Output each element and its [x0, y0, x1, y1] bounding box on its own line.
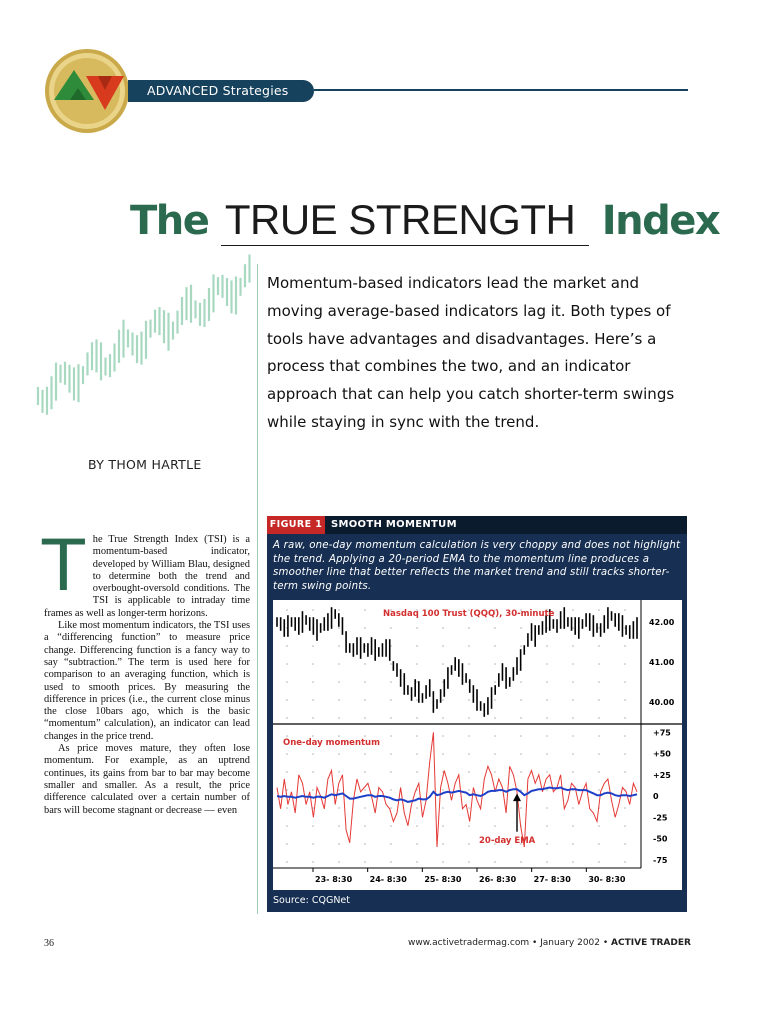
grid-dot: [364, 627, 366, 629]
x-axis-label: 25- 8:30: [424, 875, 462, 884]
grid-dot: [442, 717, 444, 719]
grid-dot: [416, 717, 418, 719]
grid-dot: [312, 861, 314, 863]
grid-dot: [312, 735, 314, 737]
grid-dot: [364, 753, 366, 755]
grid-dot: [624, 609, 626, 611]
grid-dot: [546, 645, 548, 647]
grid-dot: [442, 645, 444, 647]
grid-dot: [416, 843, 418, 845]
magazine-logo: [44, 48, 130, 134]
grid-dot: [468, 645, 470, 647]
grid-dot: [364, 861, 366, 863]
grid-dot: [572, 807, 574, 809]
momentum-axis-label: +75: [653, 728, 671, 738]
grid-dot: [598, 717, 600, 719]
grid-dot: [416, 861, 418, 863]
price-chart-title: Nasdaq 100 Trust (QQQ), 30-minute: [383, 609, 555, 619]
grid-dot: [520, 627, 522, 629]
grid-dot: [624, 843, 626, 845]
grid-dot: [338, 645, 340, 647]
grid-dot: [390, 663, 392, 665]
grid-dot: [468, 789, 470, 791]
momentum-axis-label: +50: [653, 749, 671, 759]
grid-dot: [494, 699, 496, 701]
grid-dot: [442, 825, 444, 827]
byline: BY THOM HARTLE: [88, 457, 202, 472]
figure-source: Source: CQGNet: [273, 895, 350, 906]
grid-dot: [312, 645, 314, 647]
figure-chart: [273, 600, 682, 890]
grid-dot: [286, 753, 288, 755]
grid-dot: [442, 843, 444, 845]
grid-dot: [624, 681, 626, 683]
grid-dot: [338, 771, 340, 773]
grid-dot: [624, 771, 626, 773]
grid-dot: [598, 843, 600, 845]
grid-dot: [624, 645, 626, 647]
grid-dot: [286, 861, 288, 863]
grid-dot: [312, 699, 314, 701]
grid-dot: [468, 699, 470, 701]
grid-dot: [546, 789, 548, 791]
grid-dot: [364, 609, 366, 611]
grid-dot: [416, 753, 418, 755]
grid-dot: [312, 843, 314, 845]
article-title: [130, 196, 720, 252]
grid-dot: [312, 789, 314, 791]
grid-dot: [390, 861, 392, 863]
grid-dot: [390, 789, 392, 791]
grid-dot: [416, 771, 418, 773]
grid-dot: [442, 789, 444, 791]
grid-dot: [364, 735, 366, 737]
grid-dot: [546, 663, 548, 665]
grid-dot: [624, 753, 626, 755]
grid-dot: [364, 789, 366, 791]
figure-title: SMOOTH MOMENTUM: [331, 519, 457, 530]
grid-dot: [494, 627, 496, 629]
grid-dot: [338, 753, 340, 755]
grid-dot: [442, 807, 444, 809]
price-axis-label: 41.00: [649, 658, 675, 667]
grid-dot: [520, 807, 522, 809]
article-deck: Momentum-based indicators lead the market and moving average-based indicators lag it. Both types of tools have advantages and disadvantages. Here’s a process that combines the two, and an indicator approach that can help you catch shorter-term swings while staying in sync with the trend.: [267, 274, 675, 431]
grid-dot: [572, 645, 574, 647]
grid-dot: [286, 807, 288, 809]
grid-dot: [468, 663, 470, 665]
grid-dot: [416, 825, 418, 827]
decorative-price-chart: [32, 246, 258, 432]
grid-dot: [624, 663, 626, 665]
grid-dot: [312, 771, 314, 773]
grid-dot: [624, 699, 626, 701]
grid-dot: [546, 861, 548, 863]
grid-dot: [520, 735, 522, 737]
grid-dot: [442, 861, 444, 863]
grid-dot: [520, 717, 522, 719]
grid-dot: [286, 735, 288, 737]
grid-dot: [338, 627, 340, 629]
grid-dot: [416, 663, 418, 665]
grid-dot: [442, 627, 444, 629]
figure-1: [267, 516, 687, 912]
grid-dot: [338, 699, 340, 701]
grid-dot: [494, 735, 496, 737]
grid-dot: [312, 753, 314, 755]
column-divider: [257, 264, 258, 914]
grid-dot: [572, 861, 574, 863]
grid-dot: [338, 663, 340, 665]
grid-dot: [468, 843, 470, 845]
title-part-3: Index: [601, 198, 720, 244]
grid-dot: [572, 771, 574, 773]
grid-dot: [390, 717, 392, 719]
title-part-1: The: [130, 198, 209, 244]
grid-dot: [494, 645, 496, 647]
grid-dot: [494, 753, 496, 755]
grid-dot: [598, 699, 600, 701]
grid-dot: [416, 735, 418, 737]
grid-dot: [416, 699, 418, 701]
grid-dot: [364, 807, 366, 809]
grid-dot: [416, 645, 418, 647]
grid-dot: [442, 735, 444, 737]
x-axis-label: 27- 8:30: [533, 875, 571, 884]
grid-dot: [338, 717, 340, 719]
grid-dot: [468, 771, 470, 773]
grid-dot: [598, 753, 600, 755]
title-part-2: TRUE STRENGTH: [221, 196, 590, 246]
grid-dot: [494, 825, 496, 827]
grid-dot: [494, 807, 496, 809]
grid-dot: [572, 699, 574, 701]
momentum-axis-label: 0: [653, 792, 659, 801]
grid-dot: [598, 735, 600, 737]
grid-dot: [286, 645, 288, 647]
grid-dot: [390, 699, 392, 701]
grid-dot: [598, 627, 600, 629]
grid-dot: [286, 609, 288, 611]
grid-dot: [364, 663, 366, 665]
grid-dot: [572, 735, 574, 737]
grid-dot: [364, 681, 366, 683]
grid-dot: [468, 861, 470, 863]
paragraph-1: he True Strength Index (TSI) is a momentum-based indicator, developed by William Blau, designed to determine both the trend and overbought-oversold conditions. The TSI is applicable to intraday time frames as well as longer-term horizons.: [44, 534, 250, 619]
price-axis-label: 40.00: [649, 698, 675, 707]
x-axis-label: 26- 8:30: [479, 875, 517, 884]
grid-dot: [494, 663, 496, 665]
grid-dot: [598, 771, 600, 773]
grid-dot: [598, 825, 600, 827]
grid-dot: [624, 825, 626, 827]
ema-annotation-label: 20-day EMA: [479, 835, 536, 846]
grid-dot: [442, 699, 444, 701]
grid-dot: [624, 807, 626, 809]
grid-dot: [364, 717, 366, 719]
grid-dot: [312, 681, 314, 683]
grid-dot: [572, 825, 574, 827]
grid-dot: [312, 663, 314, 665]
grid-dot: [520, 771, 522, 773]
grid-dot: [624, 735, 626, 737]
grid-dot: [416, 807, 418, 809]
grid-dot: [598, 663, 600, 665]
grid-dot: [520, 645, 522, 647]
grid-dot: [286, 699, 288, 701]
paragraph-2: Like most momentum indicators, the TSI uses a “differencing function” to measure price change. Differencing function is a fancy way to say “subtraction.” The term is used here for comparison to an averaging function, which is used to smooth prices. By measuring the difference in prices (i.e., the current close minus the close 10bars ago, which is the basic “momentum” calculation), an indicator can lead changes in the price trend.: [44, 620, 250, 742]
grid-dot: [572, 753, 574, 755]
page-number: 36: [44, 938, 54, 949]
figure-header: [267, 516, 687, 534]
grid-dot: [598, 681, 600, 683]
grid-dot: [416, 681, 418, 683]
grid-dot: [624, 861, 626, 863]
grid-dot: [598, 609, 600, 611]
article-body: [42, 525, 250, 817]
grid-dot: [546, 681, 548, 683]
grid-dot: [468, 753, 470, 755]
grid-dot: [338, 861, 340, 863]
grid-dot: [494, 861, 496, 863]
grid-dot: [338, 681, 340, 683]
grid-dot: [286, 663, 288, 665]
grid-dot: [442, 663, 444, 665]
grid-dot: [286, 717, 288, 719]
grid-dot: [624, 717, 626, 719]
grid-dot: [546, 843, 548, 845]
grid-dot: [520, 681, 522, 683]
grid-dot: [546, 699, 548, 701]
momentum-axis-label: -50: [653, 834, 668, 844]
grid-dot: [364, 771, 366, 773]
grid-dot: [364, 825, 366, 827]
grid-dot: [598, 789, 600, 791]
grid-dot: [546, 807, 548, 809]
drop-cap: T: [42, 525, 85, 607]
grid-dot: [520, 753, 522, 755]
grid-dot: [390, 753, 392, 755]
grid-dot: [390, 771, 392, 773]
grid-dot: [286, 789, 288, 791]
grid-dot: [546, 771, 548, 773]
grid-dot: [494, 717, 496, 719]
price-axis-label: 42.00: [649, 618, 675, 627]
grid-dot: [494, 771, 496, 773]
grid-dot: [598, 861, 600, 863]
grid-dot: [572, 609, 574, 611]
grid-dot: [312, 717, 314, 719]
footer-url-date: www.activetradermag.com • January 2002 •: [408, 938, 612, 948]
grid-dot: [286, 681, 288, 683]
grid-dot: [442, 753, 444, 755]
grid-dot: [312, 609, 314, 611]
momentum-axis-label: -75: [653, 855, 668, 865]
grid-dot: [416, 627, 418, 629]
grid-dot: [390, 627, 392, 629]
grid-dot: [390, 807, 392, 809]
grid-dot: [390, 843, 392, 845]
grid-dot: [494, 681, 496, 683]
grid-dot: [546, 825, 548, 827]
x-axis-label: 30- 8:30: [588, 875, 626, 884]
grid-dot: [572, 681, 574, 683]
grid-dot: [572, 717, 574, 719]
grid-dot: [338, 735, 340, 737]
section-label: ADVANCED Strategies: [147, 83, 289, 98]
grid-dot: [468, 825, 470, 827]
footer-magazine: ACTIVE TRADER: [611, 938, 691, 948]
grid-dot: [546, 717, 548, 719]
grid-dot: [390, 735, 392, 737]
grid-dot: [468, 627, 470, 629]
grid-dot: [468, 807, 470, 809]
grid-dot: [286, 771, 288, 773]
grid-dot: [286, 843, 288, 845]
x-axis-label: 24- 8:30: [369, 875, 407, 884]
grid-dot: [364, 699, 366, 701]
grid-dot: [338, 843, 340, 845]
figure-caption: A raw, one-day momentum calculation is very choppy and does not highlight the trend. Applying a 20-period EMA to the momentum line produces a smoother line that better reflects the market trend and still tracks shorter-term swing points.: [273, 540, 681, 592]
grid-dot: [572, 663, 574, 665]
grid-dot: [468, 735, 470, 737]
grid-dot: [520, 861, 522, 863]
grid-dot: [546, 753, 548, 755]
paragraph-3: As price moves mature, they often lose momentum. For example, as an uptrend continues, its gains from bar to bar may become smaller and smaller. As a result, the price difference calculated over a certain number of bars will become stagnant or decrease — even: [44, 743, 250, 816]
momentum-axis-label: +25: [653, 770, 671, 780]
momentum-axis-label: -25: [653, 813, 668, 823]
figure-number: FIGURE 1: [267, 516, 325, 534]
grid-dot: [338, 609, 340, 611]
grid-dot: [572, 843, 574, 845]
footer: [408, 938, 691, 948]
momentum-chart-title: One-day momentum: [283, 738, 380, 748]
grid-dot: [390, 681, 392, 683]
grid-dot: [598, 645, 600, 647]
x-axis-label: 23- 8:30: [315, 875, 353, 884]
grid-dot: [338, 807, 340, 809]
grid-dot: [338, 789, 340, 791]
grid-dot: [572, 627, 574, 629]
grid-dot: [468, 717, 470, 719]
grid-dot: [364, 843, 366, 845]
grid-dot: [520, 699, 522, 701]
grid-dot: [312, 825, 314, 827]
grid-dot: [390, 825, 392, 827]
grid-dot: [338, 825, 340, 827]
grid-dot: [286, 825, 288, 827]
header-rule: [314, 89, 688, 91]
grid-dot: [546, 735, 548, 737]
